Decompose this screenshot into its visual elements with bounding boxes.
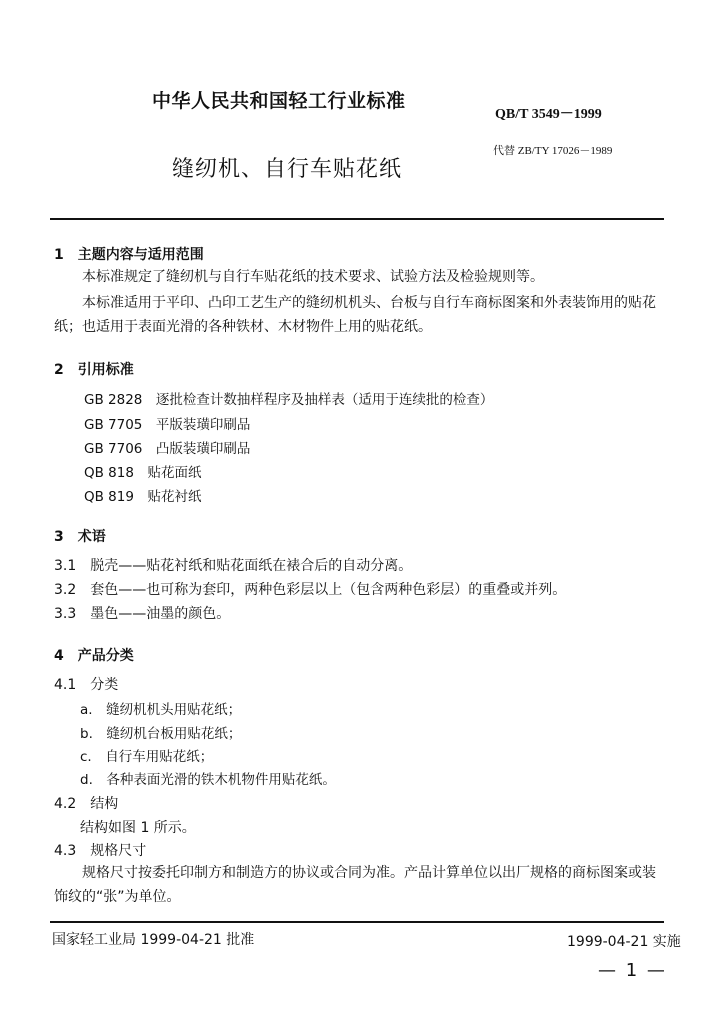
reference-item: GB 2828 逐批检查计数抽样程序及抽样表（适用于连续批的检查） [84, 392, 494, 408]
subsection-4-1-heading: 4.1 分类 [54, 677, 119, 693]
standard-code: QB/T 3549－1999 [495, 107, 602, 122]
header-divider [50, 218, 664, 220]
classification-item: b. 缝纫机台板用贴花纸； [80, 726, 242, 742]
section-4-heading: 4 产品分类 [54, 648, 134, 664]
term-item: 3.1 脱壳——贴花衬纸和贴花面纸在裱合后的自动分离。 [54, 558, 413, 574]
replaces-standard: 代替 ZB/TY 17026－1989 [493, 145, 613, 157]
footer-divider [50, 921, 664, 923]
subsection-4-2-heading: 4.2 结构 [54, 796, 119, 812]
section-1-paragraph-1: 本标准规定了缝纫机与自行车贴花纸的技术要求、试验方法及检验规则等。 [82, 269, 544, 285]
section-1-heading: 1 主题内容与适用范围 [54, 247, 204, 263]
classification-item: c. 自行车用贴花纸； [80, 749, 214, 765]
standard-title: 中华人民共和国轻工行业标准 [152, 90, 406, 112]
effective-date: 1999-04-21 实施 [567, 934, 681, 950]
structure-text: 结构如图 1 所示。 [80, 820, 196, 836]
document-title: 缝纫机、自行车贴花纸 [172, 157, 403, 182]
section-1-paragraph-2: 本标准适用于平印、凸印工艺生产的缝纫机机头、台板与自行车商标图案和外表装饰用的贴花纸；也适用于表面光滑的各种铁材、木材物件上用的贴花纸。 [54, 295, 656, 335]
size-paragraph: 规格尺寸按委托印制方和制造方的协议或合同为准。产品计算单位以出厂规格的商标图案或装饰纹的“张”为单位。 [54, 865, 656, 905]
reference-item: QB 818 贴花面纸 [84, 465, 202, 481]
term-item: 3.3 墨色——油墨的颜色。 [54, 606, 231, 622]
page-number: — 1 — [598, 960, 667, 981]
section-3-heading: 3 术语 [54, 529, 106, 545]
approval-note: 国家轻工业局 1999-04-21 批准 [52, 932, 255, 948]
classification-item: a. 缝纫机机头用贴花纸； [80, 702, 242, 718]
subsection-4-3-heading: 4.3 规格尺寸 [54, 843, 147, 859]
classification-item: d. 各种表面光滑的铁木机物件用贴花纸。 [80, 772, 336, 788]
reference-item: QB 819 贴花衬纸 [84, 489, 202, 505]
term-item: 3.2 套色——也可称为套印，两种色彩层以上（包含两种色彩层）的重叠或并列。 [54, 582, 567, 598]
section-2-heading: 2 引用标准 [54, 362, 134, 378]
reference-item: GB 7706 凸版装璜印刷品 [84, 441, 251, 457]
reference-item: GB 7705 平版装璜印刷品 [84, 417, 251, 433]
